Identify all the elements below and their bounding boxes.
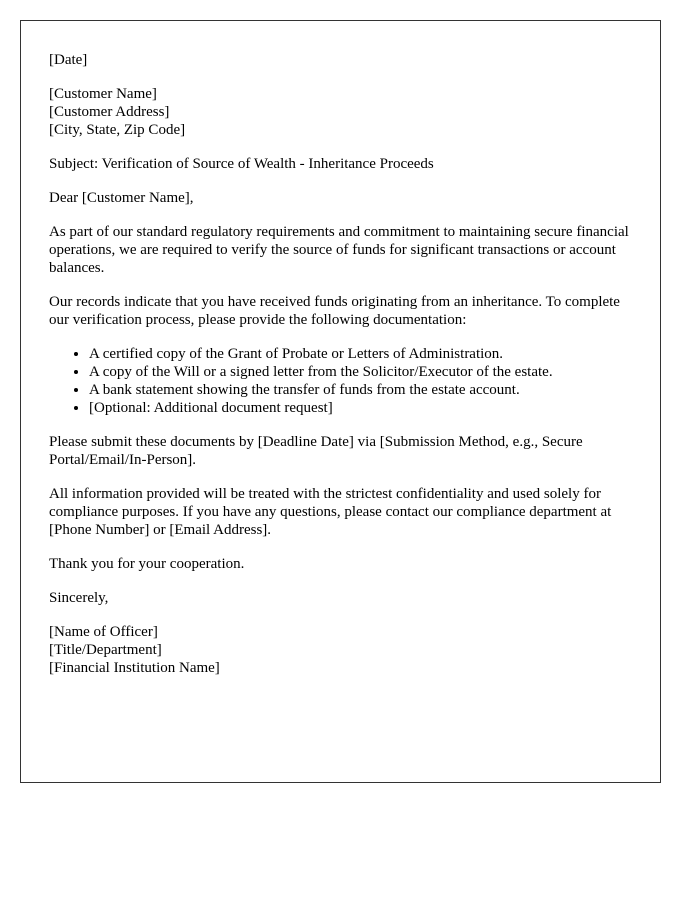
closing: Sincerely, xyxy=(49,590,109,606)
document-list xyxy=(49,345,632,417)
paragraph-deadline: Please submit these documents by [Deadline Date] via [Submission Method, e.g., Secure Portal/Email/In-Person]. xyxy=(49,434,583,468)
list-item: • A certified copy of the Grant of Probate or Letters of Administration. xyxy=(89,345,632,363)
list-item: • A bank statement showing the transfer of funds from the estate account. xyxy=(89,381,632,399)
recipient-name: [Customer Name] xyxy=(49,86,157,102)
subject-line: Subject: Verification of Source of Wealth - Inheritance Proceeds xyxy=(49,156,434,172)
list-item: • [Optional: Additional document request] xyxy=(89,399,632,417)
date: [Date] xyxy=(49,52,88,68)
signature-title: [Title/Department] xyxy=(49,642,162,658)
recipient-address: [Customer Address] xyxy=(49,104,170,120)
recipient-city: [City, State, Zip Code] xyxy=(49,122,186,138)
signature-name: [Name of Officer] xyxy=(49,624,158,640)
paragraph-request: Our records indicate that you have received funds originating from an inheritance. To complete our verification process, please provide the following documentation: xyxy=(49,294,620,328)
list-item: • A copy of the Will or a signed letter from the Solicitor/Executor of the estate. xyxy=(89,363,632,381)
paragraph-intro: As part of our standard regulatory requirements and commitment to maintaining secure financial operations, we are required to verify the source of funds for significant transactions or account balances. xyxy=(49,224,629,276)
paragraph-confidentiality: All information provided will be treated with the strictest confidentiality and used solely for compliance purposes. If you have any questions, please contact our compliance department at [Phone Number] or [Email Address]. xyxy=(49,486,612,538)
recipient-block xyxy=(49,85,632,139)
signature-institution: [Financial Institution Name] xyxy=(49,660,220,676)
thanks: Thank you for your cooperation. xyxy=(49,556,245,572)
letter xyxy=(20,20,661,783)
signature-block xyxy=(49,623,632,677)
salutation: Dear [Customer Name], xyxy=(49,190,194,206)
